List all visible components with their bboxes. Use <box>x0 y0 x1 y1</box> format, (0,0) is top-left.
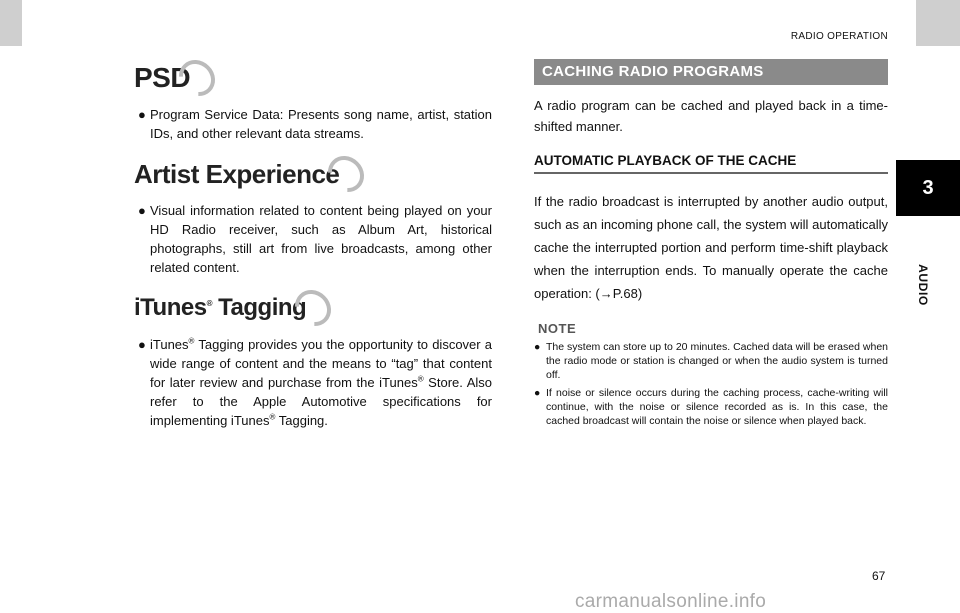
hd-arc-icon <box>288 283 339 334</box>
artist-experience-logo: Artist Experience <box>134 151 492 197</box>
hd-arc-icon <box>172 53 223 104</box>
list-item: ● iTunes® Tagging provides you the opportunity to discover a wide range of content and the means to “tag” that content for later review and purchase from the iTunes® Store. Also refer to the Apple Automotive specifications for implementing iTunes® Tagging. <box>138 336 492 428</box>
psd-logo: PSD <box>134 55 492 101</box>
chapter-label: AUDIO <box>916 264 930 306</box>
page-number: 67 <box>872 569 886 583</box>
section-banner: CACHING RADIO PROGRAMS <box>534 59 888 85</box>
note-item: ● The system can store up to 20 minutes. Cached data will be erased when the radio mode or station is changed or when the audio system is turned off. <box>534 341 888 381</box>
itunes-tagging-logo: iTunes® Tagging <box>134 285 492 331</box>
watermark[interactable]: carmanualsonline.info <box>575 591 767 612</box>
chapter-tab[interactable]: 3 <box>896 160 960 216</box>
note-title: NOTE <box>538 321 577 336</box>
left-column <box>134 55 492 438</box>
hd-arc-icon <box>321 149 372 200</box>
section-title: RADIO OPERATION <box>790 31 888 42</box>
subheading: AUTOMATIC PLAYBACK OF THE CACHE <box>534 153 888 174</box>
list-item: ● Program Service Data: Presents song name, artist, station IDs, and other relevant data streams. <box>138 107 492 141</box>
right-column <box>534 59 888 428</box>
list-item: ● Visual information related to content being played on your HD Radio receiver, such as Album Art, historical photographs, still art from live broadcasts, among other related content. <box>138 203 492 275</box>
body-text: If the radio broadcast is interrupted by another audio output, such as an incoming phone call, the system will automatically cache the interrupted portion and perform time-shift playback when the interruption ends. To manually operate the cache operation: (→P.68) <box>534 194 888 301</box>
note-item: ● If noise or silence occurs during the caching process, cache-writing will continue, with the noise or silence recorded as is. In this case, the cached broadcast will contain the noise or silence when played back. <box>534 387 888 427</box>
intro-text: A radio program can be cached and played back in a time-shifted manner. <box>534 98 888 134</box>
